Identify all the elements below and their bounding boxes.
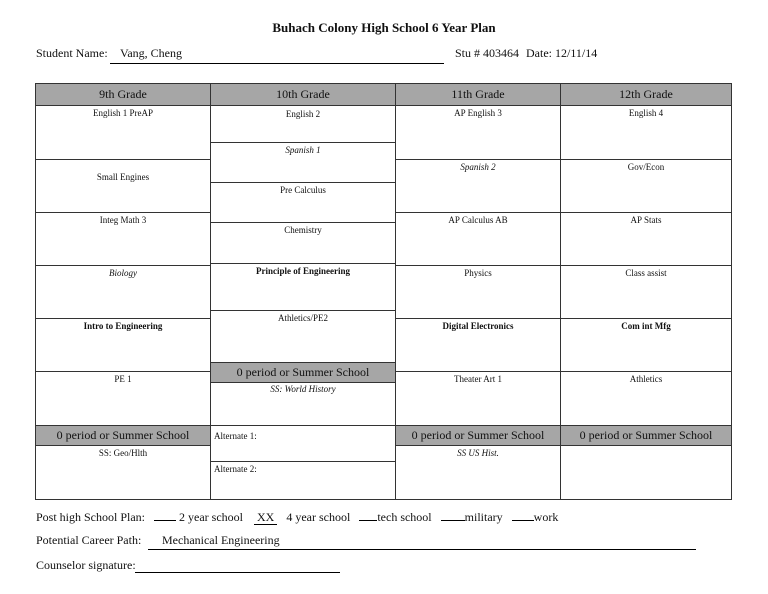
summer-course-cell: SS US Hist. — [457, 448, 499, 458]
course-cell: AP Stats — [561, 213, 731, 266]
summer-header: 0 period or Summer School — [396, 426, 560, 446]
grade-column-12 — [561, 84, 731, 499]
grade-column-11 — [396, 84, 561, 499]
course-cell: Theater Art 1 — [396, 372, 560, 426]
post-plan-blank[interactable] — [154, 509, 176, 521]
post-plan-label: Post high School Plan: — [36, 510, 146, 524]
post-plan-option: tech school — [377, 510, 432, 524]
stu-number-label: Stu # — [455, 46, 481, 60]
student-name-label: Student Name: — [36, 46, 108, 60]
grade-header: 10th Grade — [211, 84, 395, 106]
alternate-1-cell: Alternate 1: — [211, 426, 395, 462]
grade-header: 9th Grade — [36, 84, 210, 106]
summer-course-cell — [561, 446, 731, 500]
page-title: Buhach Colony High School 6 Year Plan — [272, 20, 496, 35]
course-cell: Small Engines — [36, 160, 210, 213]
course-cell: Spanish 2 — [396, 160, 560, 213]
post-plan-option: 4 year school — [286, 510, 351, 524]
course-cell: Com int Mfg — [561, 319, 731, 372]
post-plan-mark[interactable]: XX — [254, 510, 277, 525]
course-cell: Gov/Econ — [561, 160, 731, 213]
course-cell: Biology — [36, 266, 210, 319]
student-name-value: Vang, Cheng — [120, 46, 182, 60]
course-cell: Principle of Engineering — [211, 264, 395, 311]
grade-header: 11th Grade — [396, 84, 560, 106]
grade-column-10 — [211, 84, 396, 499]
course-cell: Physics — [396, 266, 560, 319]
course-cell: Pre Calculus — [211, 183, 395, 223]
course-cell: PE 1 — [36, 372, 210, 426]
summer-course-cell: SS: Geo/Hlth — [98, 448, 148, 458]
course-cell: Chemistry — [211, 223, 395, 264]
summer-header: 0 period or Summer School — [211, 363, 395, 383]
course-cell: Integ Math 3 — [36, 213, 210, 266]
career-label: Potential Career Path: — [36, 533, 142, 547]
post-plan-option: work — [533, 510, 559, 524]
post-plan-line — [36, 509, 558, 525]
post-plan-blank[interactable] — [359, 509, 377, 521]
course-cell: Athletics — [561, 372, 731, 426]
course-cell: Athletics/PE2 — [211, 311, 395, 363]
date-value: 12/11/14 — [555, 46, 598, 60]
course-cell: AP English 3 — [396, 106, 560, 160]
course-cell: Digital Electronics — [396, 319, 560, 372]
plan-table — [35, 83, 732, 500]
summer-course-cell: SS: World History — [211, 383, 395, 426]
grade-header: 12th Grade — [561, 84, 731, 106]
course-cell: Class assist — [561, 266, 731, 319]
course-cell: Intro to Engineering — [36, 319, 210, 372]
summer-header: 0 period or Summer School — [36, 426, 210, 446]
post-plan-blank[interactable] — [512, 509, 534, 521]
date-label: Date: — [526, 46, 552, 60]
course-cell: English 1 PreAP — [36, 106, 210, 160]
stu-number-value: 403464 — [483, 46, 519, 60]
course-cell: English 4 — [561, 106, 731, 160]
course-cell: Spanish 1 — [211, 143, 395, 183]
post-plan-blank[interactable] — [441, 509, 465, 521]
career-value: Mechanical Engineering — [162, 533, 280, 547]
post-plan-option: military — [464, 510, 503, 524]
counselor-label: Counselor signature: — [36, 558, 136, 572]
counselor-signature-field[interactable] — [135, 558, 340, 573]
summer-header: 0 period or Summer School — [561, 426, 731, 446]
alternate-2-cell: Alternate 2: — [214, 464, 257, 474]
course-cell: English 2 — [211, 106, 395, 143]
post-plan-option: 2 year school — [179, 510, 243, 524]
course-cell: AP Calculus AB — [396, 213, 560, 266]
grade-column-9 — [36, 84, 211, 499]
